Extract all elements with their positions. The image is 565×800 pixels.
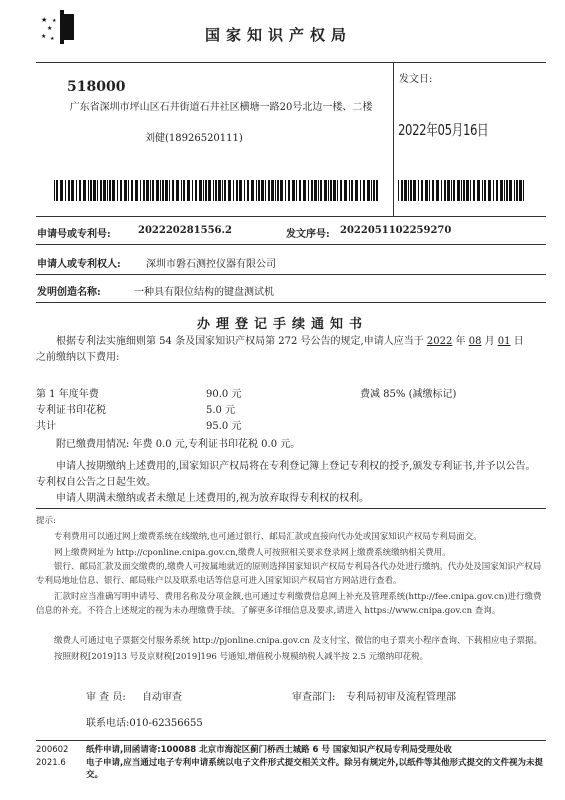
barcode-bar [258,180,260,201]
footer-electronic-notice: 电子申请,应当通过电子专利申请系统以电子文件形式提交相关文件。除另有规定外,以纸件等其他形式提交的文件视为未提交。 [86,758,543,780]
intro-year-unit: 年 [452,336,469,347]
barcode-bar [344,180,347,201]
barcode-bar [268,180,270,201]
barcode-bar [398,180,399,201]
paid-status: 附已缴费用情况: 年费 0.0 元,专利证书印花税 0.0 元。 [56,439,301,450]
barcode-bar [76,180,77,201]
barcode-bar [140,180,141,201]
barcode-bar [473,180,475,201]
rule-2 [36,244,546,245]
barcode-bar [470,180,471,201]
invention-label: 发明创造名称: [37,287,101,298]
rule-1 [36,216,546,217]
svg-text:★: ★ [41,33,47,40]
barcode-bar [131,180,133,201]
barcode-bar [500,180,503,201]
rule-3 [36,274,546,275]
barcode-bar [251,180,254,201]
barcode-bar [88,180,89,201]
fee-extra: 费减 85% (减缴标记) [360,389,457,400]
dept-value: 专利局初审及流程管理部 [346,692,456,703]
intro-day: 01 [497,336,511,347]
barcode-bar [195,180,197,201]
barcode-bar [314,180,317,201]
barcode-bar [451,180,452,201]
app-no-value: 202220281556.2 [138,225,232,236]
barcode-bar [340,180,342,201]
doc-serial-value: 2022051102259270 [340,225,452,236]
barcode-bar [349,180,350,201]
intro-month-unit: 月 [481,336,498,347]
fee-name: 专利证书印花税 [36,405,106,416]
barcode-bar [447,180,450,201]
header-divider [393,62,394,216]
barcode-bar [146,180,149,201]
barcode-bar [453,180,455,201]
notice-intro [36,334,544,350]
barcode-bar [324,180,327,201]
barcode-bar [222,180,223,201]
barcode-bar [421,180,423,201]
barcode-bar [410,180,412,201]
notice-title: 办理登记手续通知书 [196,317,368,332]
barcode-bar [463,180,465,201]
barcode-bar [205,180,207,201]
barcode-bar [482,180,483,201]
fee-row [36,401,546,415]
barcode-bar [176,180,179,201]
barcode-bar [97,180,98,201]
barcode-bar [373,180,375,201]
barcode-bar [203,180,204,201]
fee-name: 共计 [36,421,56,432]
footer-rule [36,740,546,741]
barcode-bar [509,180,512,201]
barcode-bar [162,180,164,201]
barcode-bar [320,180,322,201]
contact-phone: 联系电话:010-62356655 [86,718,203,729]
barcode-bar [330,180,332,201]
barcode-bar [496,180,498,201]
svg-text:★: ★ [50,36,55,42]
barcode-bar [103,180,106,201]
tip-item: 网上缴费网址为 http://cponline.cnipa.gov.cn,缴费人可按照相关要求登录网上缴费系统缴纳相关费用。 [54,548,451,558]
barcode-bar [109,180,111,201]
barcode-bar [506,180,508,201]
barcode-bar [457,180,460,201]
tip-item: 银行、邮局汇款及面交缴费的,缴费人可按属地就近的原则选择国家知识产权局专利局各代办处进行缴纳。代办处及国家知识产权局专利局地址信息、银行、邮局账户以及联系电话等信息可进入国家知识产权局官方网站进行查看。 [36,562,542,586]
barcode-bar [299,180,301,201]
barcode-bar [466,180,469,201]
fee-amount: 5.0 元 [206,405,236,416]
barcode-bar [199,180,202,201]
applicant-label: 申请人或专利权人: [37,259,121,270]
fee-amount: 90.0 元 [206,389,242,400]
barcode-bar [192,180,193,201]
barcode-bar [418,180,419,201]
barcode-bar [228,180,231,201]
app-no-label: 申请号或专利号: [37,229,111,240]
barcode-bar [488,180,491,201]
barcode-bar [303,180,306,201]
barcode-bar [143,180,145,201]
barcode-bar [65,180,66,201]
barcode-bar [461,180,462,201]
barcode-bar [519,180,522,201]
barcode-bar [236,180,238,201]
barcode-bar [165,180,168,201]
barcode-bar [401,180,403,201]
postal-code: 518000 [67,79,126,95]
tip-item: 缴费人可通过电子票据交付服务系统 http://pjonline.cnipa.gov.cn 及支付宝、微信的电子票夹小程序查询、下载相应电子票据。 [54,636,543,646]
barcode-bar [285,180,286,201]
barcode-bar [337,180,338,201]
barcode-bar [256,180,257,201]
barcode-bar [244,180,245,201]
barcode-bar [71,180,74,201]
barcode-bar [477,180,480,201]
barcode-bar [187,180,190,201]
send-date: 2022年05月16日 [398,121,489,139]
barcode-bar [275,180,276,201]
barcode-left [54,180,378,201]
barcode-bar [135,180,138,201]
svg-text:★: ★ [52,18,57,24]
barcode-bar [60,180,63,201]
barcode-bar [292,180,295,201]
barcode-bar [83,180,86,201]
barcode-bar [183,180,185,201]
svg-text:★: ★ [41,16,48,24]
barcode-bar [351,180,353,201]
fee-amount: 95.0 元 [206,421,242,432]
barcode-bar [308,180,309,201]
barcode-bar [128,180,129,201]
form-code: 200602 [36,745,69,755]
barcode-bar [150,180,151,201]
send-date-label: 发文日: [399,74,433,85]
barcode-bar [429,180,430,201]
barcode-bar [371,180,372,201]
svg-text:★: ★ [47,25,53,32]
barcode-bar [169,180,170,201]
header-top-rule [36,62,546,63]
fee-row [36,417,546,431]
tip-item: 专利费用可以通过网上缴费系统在线缴纳,也可通过银行、邮局汇款或直接向代办处或国家知识产权局专利局面交。 [54,532,482,542]
barcode-bar [112,180,115,201]
barcode-bar [355,180,358,201]
barcode-bar [296,180,297,201]
barcode-bar [117,180,118,201]
barcode-bar [172,180,174,201]
barcode-bar [441,180,442,201]
barcode-bar [484,180,486,201]
tip-item: 汇款时应当准确写明申请号、费用名称及分项金额,也可通过专利缴费信息网上补充及管理系统(http://fee.cnipa.gov.cn)进行缴费信息的补充。不符合上述规定的视为未办理缴费手续。了解更多详细信息及要求,请进入 https://www.cnipa.gov.cn 查询。 [36,592,542,616]
barcode-right [398,180,524,201]
notice-para-1: 申请人按期缴纳上述费用的,国家知识产权局将在专利登记簿上登记专利权的授予,颁发专利证书,并予以公告。专利权自公告之日起生效。 [36,461,536,488]
barcode-bar [271,180,274,201]
barcode-bar [363,180,365,201]
tip-item: 按照财税[2019]13 号及京财税[2019]196 号通知,增值税小规模纳税人减半按 2.5 元缴纳印花税。 [54,652,429,662]
rule-4 [36,302,546,303]
barcode-bar [93,180,96,201]
barcode-bar [444,180,446,201]
barcode-bar [56,180,58,201]
barcode-bar [90,180,92,201]
barcode-bar [404,180,407,201]
barcode-bar [311,180,313,201]
doc-serial-label: 发文序号: [286,229,330,240]
barcode-bar [233,180,234,201]
barcode-bar [107,180,108,201]
intro-year: 2022 [426,336,453,347]
recipient-contact: 刘健(18926520111) [145,133,243,144]
barcode-bar [277,180,279,201]
barcode-bar [215,180,217,201]
notice-para-2: 申请人期满未缴纳或者未缴足上述费用的,视为放弃取得专利权的权利。 [56,493,370,504]
applicant-value: 深圳市磐石测控仪器有限公司 [146,259,276,270]
fee-row [36,385,546,399]
barcode-bar [265,180,266,201]
examiner-label: 审 查 员: [86,692,126,703]
barcode-bar [367,180,370,201]
barcode-bar [208,180,211,201]
barcode-bar [213,180,214,201]
barcode-bar [68,180,70,201]
barcode-bar [79,180,81,201]
dept-label: 审查部门: [292,692,336,703]
intro-text: 根据专利法实施细则第 54 条及国家知识产权局第 272 号公告的规定,申请人应当于 [56,336,427,347]
barcode-bar [288,180,290,201]
barcode-bar [156,180,159,201]
cnipa-logo-icon [38,10,86,48]
barcode-bar [408,180,409,201]
barcode-bar [239,180,242,201]
barcode-bar [261,180,264,201]
office-name: 国家知识产权局 [205,26,353,44]
fee-name: 第 1 年度年费 [36,389,99,400]
barcode-bar [360,180,361,201]
barcode-bar [280,180,283,201]
tips-label: 提示: [36,516,56,526]
barcode-bar [54,180,55,201]
barcode-bar [224,180,226,201]
barcode-bar [504,180,505,201]
invention-value: 一种具有限位结构的键盘测试机 [134,287,274,298]
barcode-bar [120,180,122,201]
barcode-bar [376,180,378,201]
barcode-bar [523,180,524,201]
barcode-bar [413,180,416,201]
form-version: 2021.6 [36,758,66,768]
barcode-bar [181,180,182,201]
rule-5 [36,508,546,509]
barcode-bar [514,180,515,201]
barcode-bar [436,180,439,201]
barcode-bar [425,180,428,201]
barcode-bar [124,180,127,201]
notice-intro-line2: 之前缴纳以下费用: [36,352,120,363]
examiner-value: 自动审查 [142,692,182,703]
recipient-address: 广东省深圳市坪山区石井街道石井社区横塘一路20号北边一楼、二楼 [69,102,373,113]
footer-paper-notice: 纸件申请,回函请寄:100088 北京市海淀区蓟门桥西土城路 6 号 国家知识产权局专利局受理处收 [86,745,452,755]
barcode-bar [432,180,434,201]
barcode-bar [218,180,221,201]
barcode-bar [318,180,319,201]
barcode-bar [328,180,329,201]
intro-day-unit: 日 [510,336,524,347]
barcode-bar [333,180,336,201]
barcode-bar [247,180,249,201]
barcode-bar [493,180,494,201]
barcode-bar [160,180,161,201]
barcode-bar [516,180,518,201]
barcode-bar [100,180,102,201]
intro-month: 08 [468,336,482,347]
barcode-bar [152,180,154,201]
